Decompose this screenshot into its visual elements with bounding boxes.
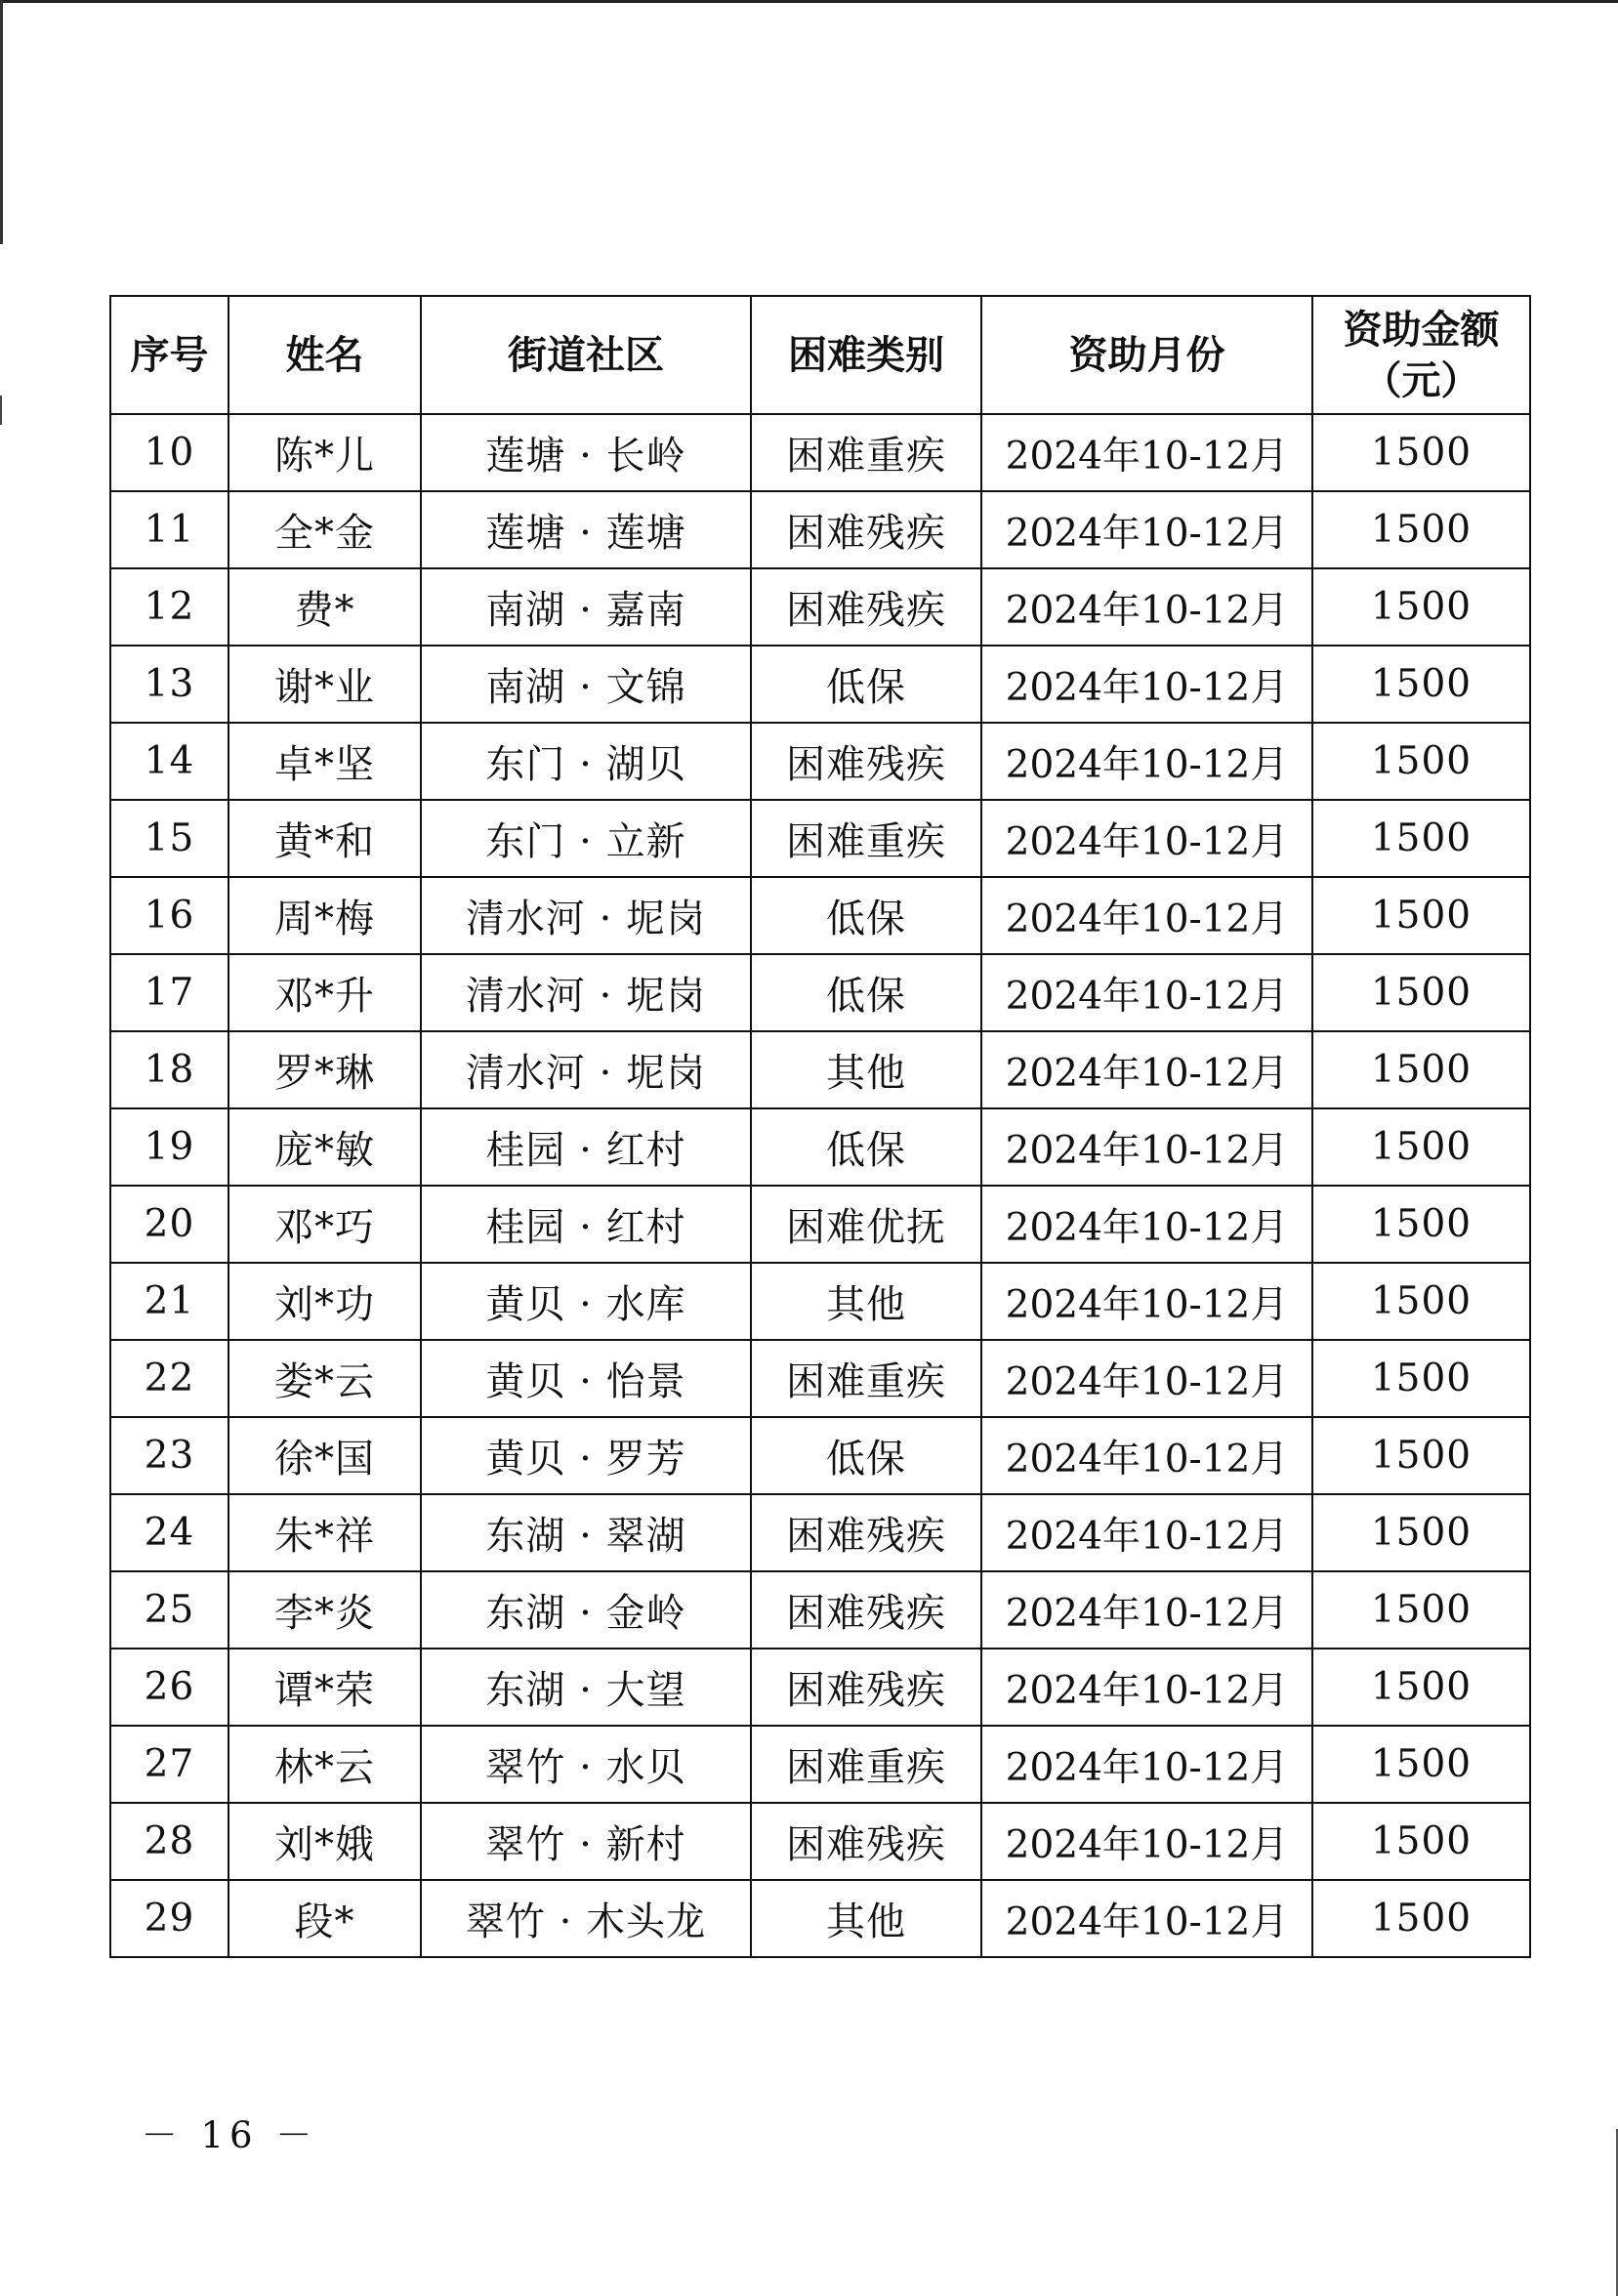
cell-community: 清水河 · 坭岗 [421, 877, 751, 954]
cell-amount: 1500 [1312, 1649, 1530, 1726]
cell-community: 南湖 · 文锦 [421, 646, 751, 723]
cell-amount: 1500 [1312, 1571, 1530, 1649]
cell-seq: 24 [110, 1494, 228, 1571]
cell-seq: 14 [110, 723, 228, 800]
cell-amount: 1500 [1312, 1108, 1530, 1186]
cell-seq: 10 [110, 414, 228, 491]
cell-amount: 1500 [1312, 414, 1530, 491]
cell-name: 林*云 [228, 1726, 421, 1803]
cell-category: 困难残疾 [751, 568, 981, 646]
cell-month: 2024年10-12月 [981, 1186, 1312, 1263]
cell-month: 2024年10-12月 [981, 491, 1312, 568]
cell-month: 2024年10-12月 [981, 1571, 1312, 1649]
cell-category: 其他 [751, 1880, 981, 1957]
table-row [110, 1494, 1530, 1571]
cell-month: 2024年10-12月 [981, 414, 1312, 491]
cell-amount: 1500 [1312, 1263, 1530, 1340]
cell-month: 2024年10-12月 [981, 646, 1312, 723]
table-row [110, 1571, 1530, 1649]
cell-community: 黄贝 · 水库 [421, 1263, 751, 1340]
table-body [110, 414, 1530, 1957]
cell-month: 2024年10-12月 [981, 1108, 1312, 1186]
cell-category: 困难优抚 [751, 1186, 981, 1263]
cell-amount: 1500 [1312, 1726, 1530, 1803]
cell-seq: 12 [110, 568, 228, 646]
cell-name: 庞*敏 [228, 1108, 421, 1186]
cell-name: 陈*儿 [228, 414, 421, 491]
subsidy-table [109, 295, 1531, 1958]
cell-category: 困难重疾 [751, 1340, 981, 1417]
cell-category: 困难残疾 [751, 1803, 981, 1880]
header-difficulty-type: 困难类别 [751, 296, 981, 414]
cell-seq: 22 [110, 1340, 228, 1417]
cell-community: 莲塘 · 长岭 [421, 414, 751, 491]
table-row [110, 723, 1530, 800]
cell-month: 2024年10-12月 [981, 1340, 1312, 1417]
table-row [110, 491, 1530, 568]
cell-month: 2024年10-12月 [981, 800, 1312, 877]
cell-name: 邓*升 [228, 954, 421, 1031]
table-row [110, 1186, 1530, 1263]
table-row [110, 1340, 1530, 1417]
cell-category: 低保 [751, 1108, 981, 1186]
cell-month: 2024年10-12月 [981, 1803, 1312, 1880]
cell-category: 困难重疾 [751, 414, 981, 491]
table-header [110, 296, 1530, 414]
cell-category: 低保 [751, 646, 981, 723]
table-row [110, 1031, 1530, 1108]
cell-month: 2024年10-12月 [981, 877, 1312, 954]
cell-amount: 1500 [1312, 954, 1530, 1031]
table-row [110, 646, 1530, 723]
cell-category: 困难重疾 [751, 1726, 981, 1803]
cell-community: 东湖 · 金岭 [421, 1571, 751, 1649]
header-name: 姓名 [228, 296, 421, 414]
cell-amount: 1500 [1312, 800, 1530, 877]
cell-name: 朱*祥 [228, 1494, 421, 1571]
table-row [110, 954, 1530, 1031]
cell-amount: 1500 [1312, 1803, 1530, 1880]
header-seq: 序号 [110, 296, 228, 414]
table-row [110, 1417, 1530, 1494]
cell-category: 困难残疾 [751, 1571, 981, 1649]
cell-category: 低保 [751, 954, 981, 1031]
cell-amount: 1500 [1312, 1880, 1530, 1957]
cell-seq: 23 [110, 1417, 228, 1494]
cell-seq: 20 [110, 1186, 228, 1263]
scan-edge-left-mark [0, 396, 2, 425]
cell-category: 其他 [751, 1031, 981, 1108]
cell-category: 困难残疾 [751, 723, 981, 800]
cell-seq: 16 [110, 877, 228, 954]
cell-seq: 19 [110, 1108, 228, 1186]
cell-name: 周*梅 [228, 877, 421, 954]
cell-name: 刘*功 [228, 1263, 421, 1340]
table-row [110, 568, 1530, 646]
table-row [110, 1803, 1530, 1880]
cell-name: 全*金 [228, 491, 421, 568]
header-row [110, 296, 1530, 414]
cell-community: 东门 · 湖贝 [421, 723, 751, 800]
cell-category: 困难残疾 [751, 1649, 981, 1726]
cell-name: 段* [228, 1880, 421, 1957]
cell-month: 2024年10-12月 [981, 1263, 1312, 1340]
cell-seq: 15 [110, 800, 228, 877]
cell-category: 困难重疾 [751, 800, 981, 877]
cell-month: 2024年10-12月 [981, 568, 1312, 646]
header-amount-line2: （元） [1362, 356, 1480, 403]
cell-seq: 17 [110, 954, 228, 1031]
cell-seq: 27 [110, 1726, 228, 1803]
cell-name: 邓*巧 [228, 1186, 421, 1263]
table-row [110, 1263, 1530, 1340]
table-row [110, 1108, 1530, 1186]
cell-month: 2024年10-12月 [981, 1031, 1312, 1108]
cell-amount: 1500 [1312, 1417, 1530, 1494]
cell-name: 黄*和 [228, 800, 421, 877]
cell-community: 东门 · 立新 [421, 800, 751, 877]
header-street-community: 街道社区 [421, 296, 751, 414]
cell-amount: 1500 [1312, 877, 1530, 954]
cell-amount: 1500 [1312, 723, 1530, 800]
cell-community: 桂园 · 红村 [421, 1108, 751, 1186]
cell-seq: 21 [110, 1263, 228, 1340]
cell-community: 桂园 · 红村 [421, 1186, 751, 1263]
cell-seq: 28 [110, 1803, 228, 1880]
table-row [110, 414, 1530, 491]
table-row [110, 877, 1530, 954]
cell-category: 其他 [751, 1263, 981, 1340]
cell-name: 李*炎 [228, 1571, 421, 1649]
cell-name: 谭*荣 [228, 1649, 421, 1726]
cell-community: 清水河 · 坭岗 [421, 1031, 751, 1108]
table-row [110, 1649, 1530, 1726]
cell-community: 黄贝 · 罗芳 [421, 1417, 751, 1494]
table-row [110, 800, 1530, 877]
cell-community: 南湖 · 嘉南 [421, 568, 751, 646]
cell-name: 卓*坚 [228, 723, 421, 800]
cell-month: 2024年10-12月 [981, 1726, 1312, 1803]
cell-seq: 11 [110, 491, 228, 568]
cell-amount: 1500 [1312, 491, 1530, 568]
cell-name: 谢*业 [228, 646, 421, 723]
cell-amount: 1500 [1312, 1031, 1530, 1108]
cell-community: 清水河 · 坭岗 [421, 954, 751, 1031]
cell-month: 2024年10-12月 [981, 1649, 1312, 1726]
cell-community: 翠竹 · 水贝 [421, 1726, 751, 1803]
cell-category: 低保 [751, 877, 981, 954]
cell-seq: 26 [110, 1649, 228, 1726]
cell-amount: 1500 [1312, 568, 1530, 646]
cell-community: 东湖 · 翠湖 [421, 1494, 751, 1571]
cell-community: 黄贝 · 怡景 [421, 1340, 751, 1417]
cell-name: 徐*国 [228, 1417, 421, 1494]
table-row [110, 1880, 1530, 1957]
cell-community: 东湖 · 大望 [421, 1649, 751, 1726]
cell-amount: 1500 [1312, 646, 1530, 723]
cell-seq: 13 [110, 646, 228, 723]
cell-community: 莲塘 · 莲塘 [421, 491, 751, 568]
header-aid-month: 资助月份 [981, 296, 1312, 414]
cell-amount: 1500 [1312, 1494, 1530, 1571]
cell-seq: 18 [110, 1031, 228, 1108]
cell-name: 费* [228, 568, 421, 646]
header-amount-line1: 资助金额 [1343, 306, 1500, 353]
cell-amount: 1500 [1312, 1186, 1530, 1263]
cell-month: 2024年10-12月 [981, 954, 1312, 1031]
scan-edge-top [0, 0, 1618, 3]
cell-name: 罗*琳 [228, 1031, 421, 1108]
cell-community: 翠竹 · 新村 [421, 1803, 751, 1880]
page-number: － 16 － [141, 2114, 318, 2156]
scan-edge-left [0, 0, 3, 244]
cell-month: 2024年10-12月 [981, 1880, 1312, 1957]
cell-month: 2024年10-12月 [981, 1417, 1312, 1494]
cell-month: 2024年10-12月 [981, 1494, 1312, 1571]
cell-name: 刘*娥 [228, 1803, 421, 1880]
cell-seq: 25 [110, 1571, 228, 1649]
header-amount [1312, 296, 1530, 414]
cell-category: 困难残疾 [751, 1494, 981, 1571]
cell-category: 困难残疾 [751, 491, 981, 568]
table-row [110, 1726, 1530, 1803]
cell-name: 娄*云 [228, 1340, 421, 1417]
cell-seq: 29 [110, 1880, 228, 1957]
cell-community: 翠竹 · 木头龙 [421, 1880, 751, 1957]
cell-category: 低保 [751, 1417, 981, 1494]
cell-month: 2024年10-12月 [981, 723, 1312, 800]
cell-amount: 1500 [1312, 1340, 1530, 1417]
